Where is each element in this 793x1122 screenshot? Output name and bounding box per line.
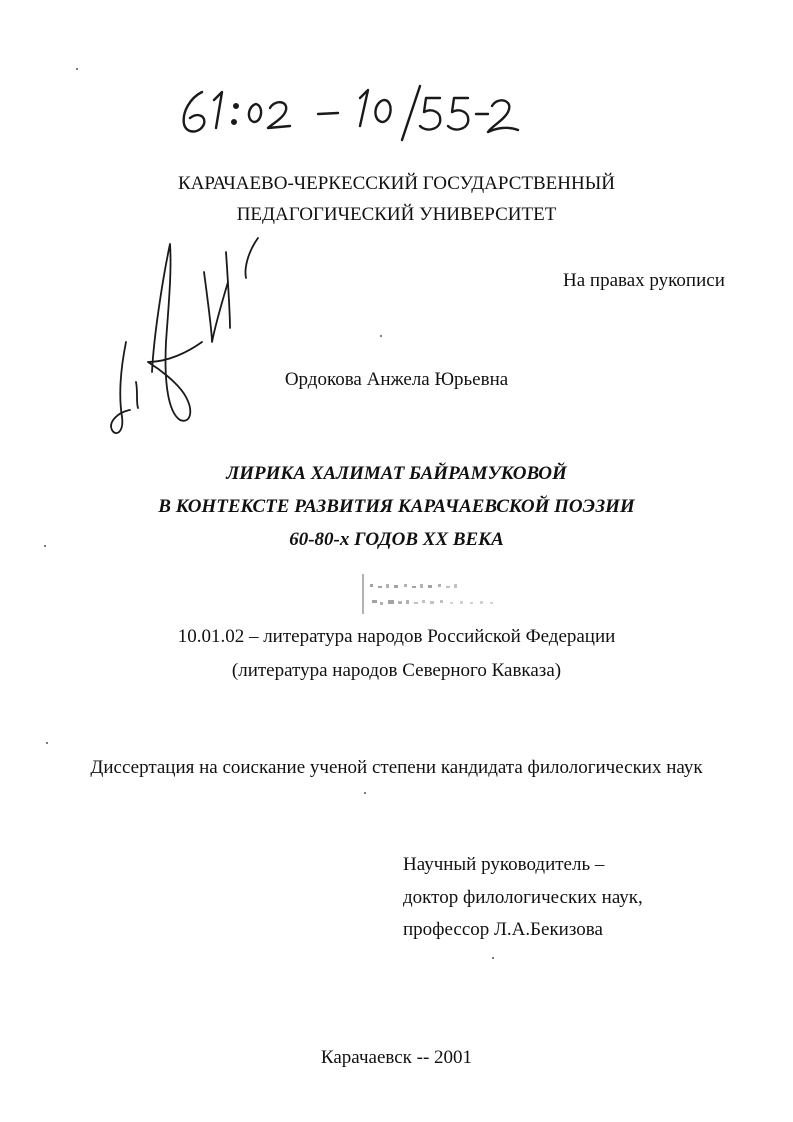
scan-speck <box>44 545 46 547</box>
rights-note: На правах рукописи <box>563 270 725 291</box>
place-year: Карачаевск -- 2001 <box>320 1047 473 1068</box>
university-name-line1: КАРАЧАЕВО-ЧЕРКЕССКИЙ ГОСУДАРСТВЕННЫЙ <box>178 173 615 194</box>
supervisor-line1: Научный руководитель – <box>403 854 605 875</box>
handwritten-signature <box>108 232 278 447</box>
handwritten-catalog-number <box>170 78 530 150</box>
scan-speck <box>76 68 78 70</box>
specialty-line1: 10.01.02 – литература народов Российской Федерации <box>177 626 616 647</box>
dissertation-type: Диссертация на соискание ученой степени кандидата филологических наук <box>90 757 703 778</box>
supervisor-line2: доктор филологических наук, <box>403 887 643 908</box>
scan-speck <box>380 335 382 337</box>
scan-speck <box>46 742 48 744</box>
library-stamp <box>360 572 520 622</box>
university-name-line2: ПЕДАГОГИЧЕСКИЙ УНИВЕРСИТЕТ <box>236 204 557 225</box>
specialty-line2: (литература народов Северного Кавказа) <box>231 660 562 681</box>
scan-speck <box>364 792 366 794</box>
title-line3: 60-80-х ГОДОВ XX ВЕКА <box>289 529 504 550</box>
author-name: Ордокова Анжела Юрьевна <box>284 369 509 390</box>
title-line1: ЛИРИКА ХАЛИМАТ БАЙРАМУКОВОЙ <box>226 463 567 484</box>
scan-speck <box>492 957 494 959</box>
title-line2: В КОНТЕКСТЕ РАЗВИТИЯ КАРАЧАЕВСКОЙ ПОЭЗИИ <box>158 496 635 517</box>
supervisor-line3: профессор Л.А.Бекизова <box>403 919 603 940</box>
